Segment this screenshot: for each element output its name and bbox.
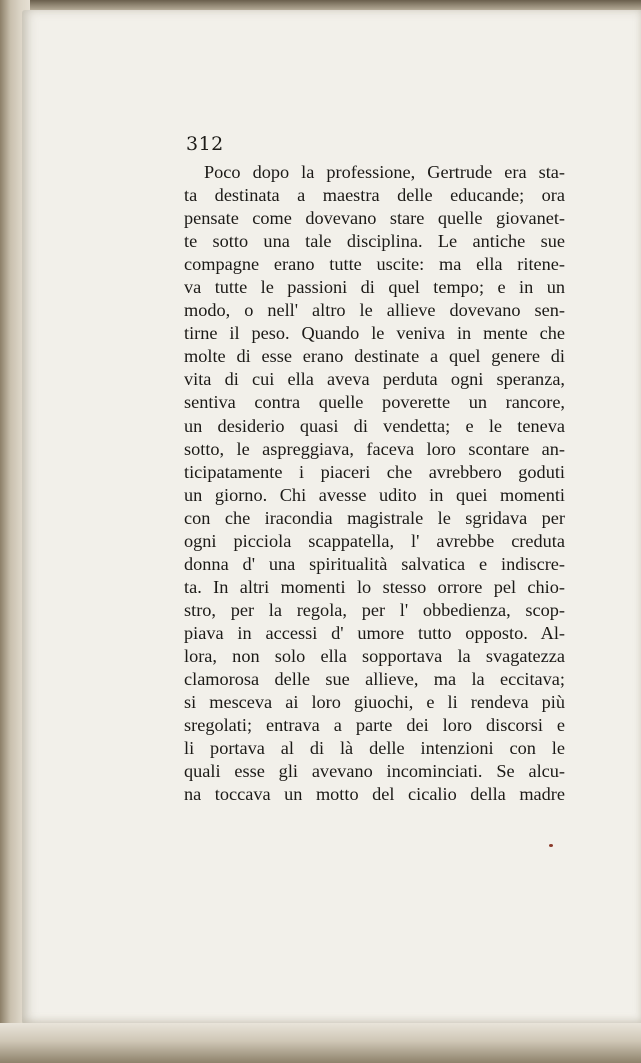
text-line: na toccava un motto del cicalio della madre bbox=[184, 784, 565, 805]
page-number: 312 bbox=[186, 133, 224, 155]
text-line: ta destinata a maestra delle educande; ora bbox=[184, 185, 565, 206]
ink-spot bbox=[549, 844, 553, 847]
text-line: un giorno. Chi avesse udito in quei momenti bbox=[184, 484, 565, 505]
text-line: sotto, le aspreggiava, faceva loro scontare an- bbox=[184, 438, 565, 459]
text-line: quali esse gli avevano incominciati. Se alcu- bbox=[184, 761, 565, 782]
text-line: modo, o nell' altro le allieve dovevano sen- bbox=[184, 300, 565, 321]
text-line: un desiderio quasi di vendetta; e le teneva bbox=[184, 415, 565, 436]
text-line: tirne il peso. Quando le veniva in mente che bbox=[184, 323, 565, 344]
text-line: si mesceva ai loro giuochi, e li rendeva più bbox=[184, 692, 565, 713]
text-line: ticipatamente i piaceri che avrebbero goduti bbox=[184, 461, 565, 482]
text-line: ta. In altri momenti lo stesso orrore pel chio- bbox=[184, 576, 565, 597]
body-text bbox=[184, 161, 565, 806]
text-line: te sotto una tale disciplina. Le antiche sue bbox=[184, 231, 565, 252]
text-line: con che iracondia magistrale le sgridava per bbox=[184, 507, 565, 528]
text-line: piava in accessi d' umore tutto opposto. Al- bbox=[184, 622, 565, 643]
text-line: lora, non solo ella sopportava la svagatezza bbox=[184, 645, 565, 666]
text-line: li portava al di là delle intenzioni con le bbox=[184, 738, 565, 759]
text-line: sentiva contra quelle poverette un rancore, bbox=[184, 392, 565, 413]
text-line: compagne erano tutte uscite: ma ella ritene- bbox=[184, 254, 565, 275]
page-bottom-edge bbox=[0, 1023, 641, 1063]
text-line: stro, per la regola, per l' obbedienza, scop- bbox=[184, 599, 565, 620]
text-line: ogni picciola scappatella, l' avrebbe creduta bbox=[184, 530, 565, 551]
text-line: donna d' una spiritualità salvatica e indiscre- bbox=[184, 553, 565, 574]
text-line: clamorosa delle sue allieve, ma la eccitava; bbox=[184, 669, 565, 690]
text-line: pensate come dovevano stare quelle giovanet- bbox=[184, 208, 565, 229]
text-line: sregolati; entrava a parte dei loro discorsi e bbox=[184, 715, 565, 736]
text-line: Poco dopo la professione, Gertrude era sta- bbox=[204, 162, 565, 182]
text-line: molte di esse erano destinate a quel genere di bbox=[184, 346, 565, 367]
text-line: va tutte le passioni di quel tempo; e in un bbox=[184, 277, 565, 298]
text-line: vita di cui ella aveva perduta ogni speranza, bbox=[184, 369, 565, 390]
